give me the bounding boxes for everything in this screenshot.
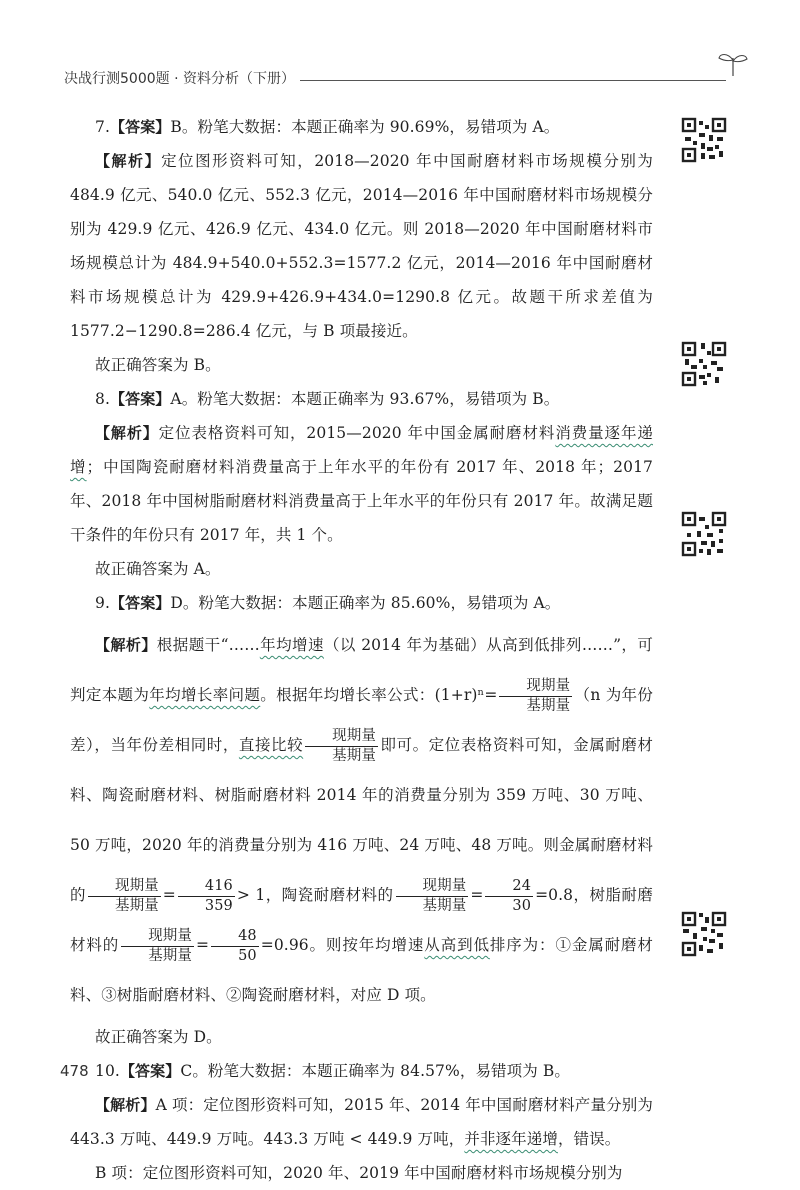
solutions-content: [70, 110, 653, 1190]
q8-conclusion: 故正确答案为 A。: [95, 560, 221, 578]
qr-code-icon-q10[interactable]: [681, 911, 727, 957]
qr-code-icon-q8[interactable]: [681, 341, 727, 387]
fraction-24-over-30: $\frac{24}{30}$: [485, 877, 533, 916]
fraction-current-over-base: $\frac{\text{现期量}}{\text{基期量}}$: [305, 727, 378, 766]
fraction-current-over-base: $\frac{\text{现期量}}{\text{基期量}}$: [88, 877, 161, 916]
running-header: [50, 60, 750, 90]
q9-analysis: 【解析】根据题干“……年均增速（以 2014 年为基础）从高到低排列……”，可判定本题为年均增长率问题。根据年均增长率公式：(1+r)ⁿ= $\frac{\text{现期量}}{\text{基期量}}$ （n 为年份差），当年份差相同时，直接比较 $\frac{\text{现期量}}{\text{基期量}}$ 即可。定位表格资料可知，金属耐磨材料、陶瓷耐磨材料、树脂耐磨材料 2014 年的消费量分别为 359 万吨、30 万吨、50 万吨，2020 年的消费量分别为 416 万吨、24 万吨、48 万吨。则金属耐磨材料的 $\frac{\text{现期量}}{\text{基期量}}$ = $\frac{416}{359}$ > 1，陶瓷耐磨材料的 $\frac{\text{现期量}}{\text{基期量}}$ = $\frac{24}{30}$ =0.8，树脂耐磨材料的 $\frac{\text{现期量}}{\text{基期量}}$ = $\frac{48}{50}$ =0.96。则按年均增速从高到低排序为：①金属耐磨材料、③树脂耐磨材料、②陶瓷耐磨材料，对应 D 项。: [70, 636, 654, 1004]
qr-code-icon-q7[interactable]: [681, 117, 727, 163]
q10-analysis-a: 【解析】A 项：定位图形资料可知，2015 年、2014 年中国耐磨材料产量分别为 443.3 万吨、449.9 万吨。443.3 万吨 < 449.9 万吨，并非逐年递增，错误。: [70, 1096, 653, 1148]
growth-formula: (1+r)ⁿ=: [434, 686, 498, 704]
fraction-current-over-base: $\frac{\text{现期量}}{\text{基期量}}$: [121, 927, 194, 966]
q7-answer: 7.【答案】B。粉笔大数据：本题正确率为 90.69%，易错项为 A。: [95, 118, 560, 136]
q8-answer: 8.【答案】A。粉笔大数据：本题正确率为 93.67%，易错项为 B。: [95, 390, 560, 408]
q9-conclusion: 故正确答案为 D。: [95, 1028, 222, 1046]
q9-answer: 9.【答案】D。粉笔大数据：本题正确率为 85.60%，易错项为 A。: [95, 594, 561, 612]
header-rule: [300, 80, 726, 81]
fraction-current-over-base: $\frac{\text{现期量}}{\text{基期量}}$: [396, 877, 469, 916]
qr-code-icon-q9[interactable]: [681, 511, 727, 557]
book-title: 决战行测5000题 · 资料分析（下册）: [64, 71, 295, 87]
q7-conclusion: 故正确答案为 B。: [95, 356, 221, 374]
page-number: 478: [60, 1062, 89, 1080]
fraction-current-over-base: $\frac{\text{现期量}}{\text{基期量}}$: [499, 677, 572, 716]
q10-answer: 10.【答案】C。粉笔大数据：本题正确率为 84.57%，易错项为 B。: [95, 1062, 570, 1080]
q7-analysis: 【解析】定位图形资料可知，2018—2020 年中国耐磨材料市场规模分别为 484.9 亿元、540.0 亿元、552.3 亿元，2014—2016 年中国耐磨材料市场规模分别为 429.9 亿元、426.9 亿元、434.0 亿元。则 2018—2020 年中国耐磨材料市场规模总计为 484.9+540.0+552.3=1577.2 亿元，2014—2016 年中国耐磨材料市场规模总计为 429.9+426.9+434.0=1290.8 亿元。故题干所求差值为 1577.2−1290.8=286.4 亿元，与 B 项最接近。: [70, 152, 654, 340]
q8-analysis: 【解析】定位表格资料可知，2015—2020 年中国金属耐磨材料消费量逐年递增；中国陶瓷耐磨材料消费量高于上年水平的年份有 2017 年、2018 年；2017 年、2018 年中国树脂耐磨材料消费量高于上年水平的年份只有 2017 年。故满足题干条件的年份只有 2017 年，共 1 个。: [70, 424, 653, 544]
sprout-leaf-icon: [716, 48, 750, 78]
q10-analysis-b: B 项：定位图形资料可知，2020 年、2019 年中国耐磨材料市场规模分别为: [95, 1164, 623, 1182]
fraction-416-over-359: $\frac{416}{359}$: [178, 877, 235, 916]
fraction-48-over-50: $\frac{48}{50}$: [211, 927, 259, 966]
